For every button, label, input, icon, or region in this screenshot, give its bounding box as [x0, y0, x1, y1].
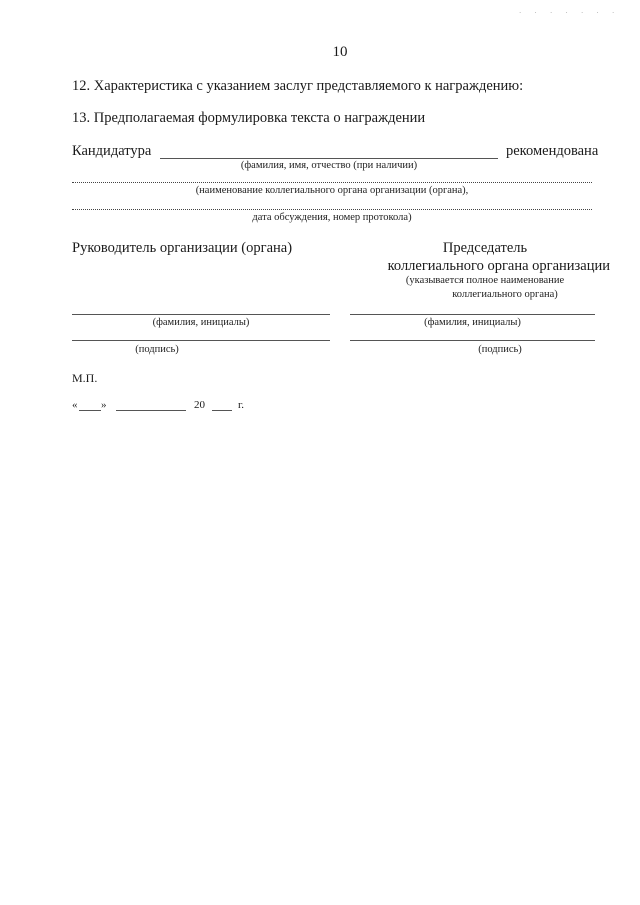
- discussion-date-hint: дата обсуждения, номер протокола): [252, 212, 412, 223]
- recommended-label: рекомендована: [506, 143, 599, 159]
- date-year-suffix: г.: [238, 399, 245, 411]
- head-signature-hint: (подпись): [135, 344, 179, 355]
- head-signature-line: [72, 340, 330, 341]
- chair-hint-line2: коллегиального органа): [452, 289, 558, 300]
- date-open-quote: «: [72, 399, 78, 411]
- head-name-line: [72, 314, 330, 315]
- page-number: 10: [332, 44, 348, 60]
- chair-title-line2: коллегиального органа организации: [387, 258, 610, 274]
- item-12-heading: 12. Характеристика с указанием заслуг представляемого к награждению:: [72, 78, 524, 94]
- item-13-heading: 13. Предполагаемая формулировка текста о награждении: [72, 110, 426, 126]
- head-title: Руководитель организации (органа): [72, 240, 293, 256]
- chair-signature-line: [350, 340, 595, 341]
- chair-name-line: [350, 314, 595, 315]
- head-name-hint: (фамилия, инициалы): [152, 317, 250, 328]
- discussion-date-line: [72, 209, 592, 210]
- date-year-line: [212, 410, 232, 411]
- chair-signature-hint: (подпись): [478, 344, 522, 355]
- date-close-quote: »: [101, 399, 107, 411]
- collegial-body-hint: (наименование коллегиального органа организации (органа),: [195, 185, 469, 196]
- candidate-name-hint: (фамилия, имя, отчество (при наличии): [240, 160, 418, 171]
- candidacy-label: Кандидатура: [72, 143, 152, 159]
- chair-hint-line1: (указывается полное наименование: [405, 275, 565, 286]
- candidate-name-line: [160, 158, 498, 159]
- scan-artifact: . . . . . . .: [519, 7, 620, 15]
- date-day-line: [79, 410, 101, 411]
- chair-title-line1: Председатель: [442, 240, 528, 256]
- date-year-prefix: 20: [194, 399, 205, 411]
- chair-name-hint: (фамилия, инициалы): [424, 317, 521, 328]
- collegial-body-line: [72, 182, 592, 183]
- stamp-place: М.П.: [72, 371, 98, 385]
- date-month-line: [116, 410, 186, 411]
